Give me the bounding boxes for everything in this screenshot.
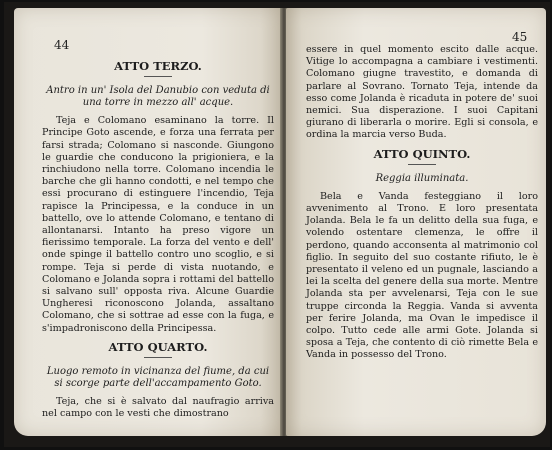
right-page [286,8,546,436]
left-page [14,8,282,436]
continued-paragraph: essere in quel momento escito dalle acque. Vitige lo accompagna a cambiare i vestimenti. Colomano giugne travestito, e domanda di parlare al Sovrano. Tornato Teja, intende da esso come Jolanda è ricaduta in potere de' suoi nemici. Sua disperazione. I suoi Capitani giurano di liberarla o morire. Egli si consola, e ordina la marcia verso Buda. [306,44,538,141]
act4-paragraph: Teja, che si è salvato dal naufragio arriva nel campo con le vesti che dimostrano [42,396,274,420]
divider [144,357,172,358]
act3-title: ATTO TERZO. [114,59,202,73]
left-page-text [42,58,274,420]
open-book [4,2,550,447]
right-page-text [306,44,538,362]
act5-setting: Reggia illuminata. [375,172,469,184]
act5-paragraph: Bela e Vanda festeggiano il loro avvenimento al Trono. E loro presentata Jolanda. Bela le fa un delitto della sua fuga, e volendo ostentare clemenza, le offre il perdono, quando acconsenta al matrimonio col figlio. In seguito del suo costante rifiuto, le è presentato il veleno ed un pugnale, lasciando a lei la scelta del genere della sua morte. Mentre Jolanda sta per avvelenarsi, Teja con le sue truppe circonda la Reggia. Vanda si avventa per ferire Jolanda, ma Ovan le impedisce il colpo. Tutto cede alle armi Gote. Jolanda si sposa a Teja, che contento di ciò rimette Bela e Vanda in possesso del Trono. [306,190,538,361]
act4-title: ATTO QUARTO. [108,339,208,354]
page-number-right: 45 [512,30,528,44]
act3-setting: Antro in un' Isola del Danubio con veduta di una torre in mezzo all' acque. [46,85,270,109]
divider [144,76,172,77]
divider [408,164,436,165]
page-number-left: 44 [54,38,70,52]
act3-paragraph: Teja e Colomano esaminano la torre. Il Principe Goto ascende, e forza una ferrata per farsi strada; Colomano si nasconde. Giungono le guardie che conducono la prigioniera, e la rinchiudono nella torre. Colomano incendia le barche che gli hanno condotti, e nel tempo che essi procurano di estinguere l'incendio, Teja rapisce la Principessa, e la conduce in un battello, ove lo attende Colomano, e tentano di allontanarsi. Intanto ha preso vigore un fierissimo temporale. La forza del vento e dell' onde spinge il battello contro uno scoglio, e si rompe. Teja si perde di vista nuotando, e Colomano e Jolanda sopra i rottami del battello si salvano sull' opposta riva. Alcune Guardie Ungheresi riconoscono Jolanda, assaltano Colomano, che si sottrae ad esse con la fuga, e s'impadroniscono della Principessa. [42,115,274,334]
act5-title: ATTO QUINTO. [373,146,471,161]
act4-setting: Luogo remoto in vicinanza del fiume, da cui si scorge parte dell'accampamento Goto. [46,366,270,390]
